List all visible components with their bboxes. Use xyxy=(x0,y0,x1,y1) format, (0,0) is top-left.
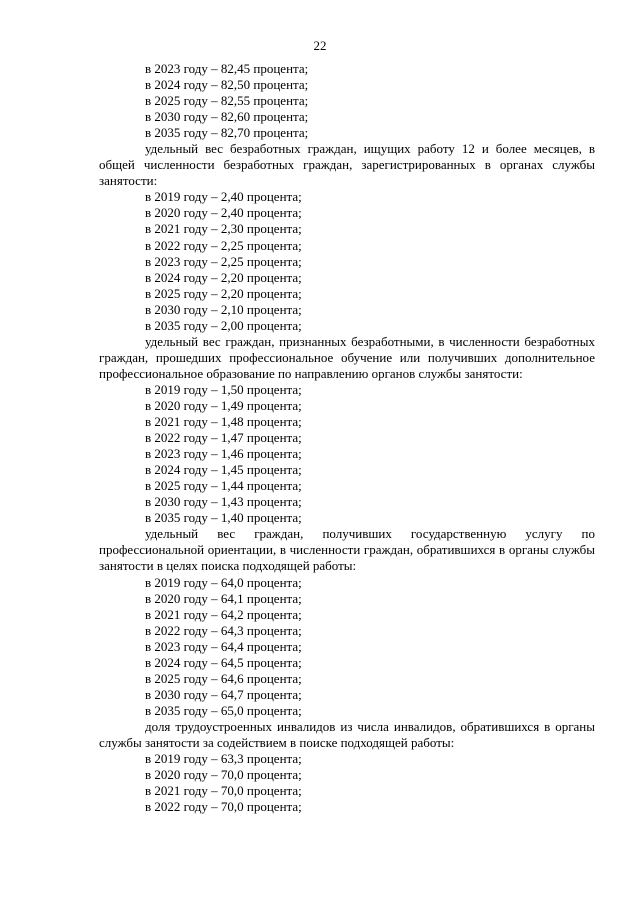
list-item: в 2019 году – 63,3 процента; xyxy=(145,751,302,767)
list-item: в 2022 году – 2,25 процента; xyxy=(145,237,302,253)
page-number: 22 xyxy=(313,38,327,53)
list-item: в 2035 году – 1,40 процента; xyxy=(145,510,302,526)
indicator-list xyxy=(99,61,595,141)
list-item: в 2019 году – 2,40 процента; xyxy=(145,189,302,205)
list-item: в 2022 году – 64,3 процента; xyxy=(145,622,302,638)
list-item: в 2022 году – 70,0 процента; xyxy=(145,799,302,815)
indicator-paragraph: удельный вес граждан, признанных безработными, в численности безработных граждан, прошедших профессиональное обучение или получивших дополнительное профессиональное образование по направлению органов службы занятости: xyxy=(99,333,595,381)
list-item: в 2030 году – 82,60 процента; xyxy=(145,109,309,125)
list-item: в 2024 году – 2,20 процента; xyxy=(145,269,302,285)
list-item: в 2025 году – 82,55 процента; xyxy=(145,93,309,109)
list-item: в 2020 году – 1,49 процента; xyxy=(145,397,302,413)
list-item: в 2020 году – 64,1 процента; xyxy=(145,590,302,606)
list-item: в 2030 году – 2,10 процента; xyxy=(145,301,302,317)
list-item: в 2030 году – 64,7 процента; xyxy=(145,686,302,702)
list-item: в 2023 году – 2,25 процента; xyxy=(145,253,302,269)
indicator-list xyxy=(99,751,595,815)
list-item: в 2025 году – 64,6 процента; xyxy=(145,670,302,686)
list-item: в 2024 году – 82,50 процента; xyxy=(145,77,309,93)
indicator-paragraph: доля трудоустроенных инвалидов из числа инвалидов, обратившихся в органы службы занятости за содействием в поиске подходящей работы: xyxy=(99,718,595,750)
list-item: в 2023 году – 82,45 процента; xyxy=(145,61,309,76)
list-item: в 2023 году – 1,46 процента; xyxy=(145,446,302,462)
indicator-list xyxy=(99,382,595,526)
indicator-paragraph: удельный вес граждан, получивших государственную услугу по профессиональной ориентации, в численности граждан, обратившихся в органы службы занятости в целях поиска подходящей работы: xyxy=(99,526,595,574)
list-item: в 2024 году – 1,45 процента; xyxy=(145,462,302,478)
page-body xyxy=(99,61,595,815)
list-item: в 2019 году – 1,50 процента; xyxy=(145,381,302,397)
list-item: в 2021 году – 1,48 процента; xyxy=(145,414,302,430)
list-item: в 2023 году – 64,4 процента; xyxy=(145,638,302,654)
indicator-list xyxy=(99,189,595,333)
list-item: в 2022 году – 1,47 процента; xyxy=(145,430,302,446)
list-item: в 2025 году – 2,20 процента; xyxy=(145,285,302,301)
list-item: в 2024 году – 64,5 процента; xyxy=(145,654,302,670)
list-item: в 2035 году – 2,00 процента; xyxy=(145,317,302,333)
list-item: в 2035 году – 65,0 процента; xyxy=(145,702,302,718)
list-item: в 2021 году – 2,30 процента; xyxy=(145,221,302,237)
list-item: в 2025 году – 1,44 процента; xyxy=(145,478,302,494)
list-item: в 2020 году – 70,0 процента; xyxy=(145,767,302,783)
indicator-paragraph: удельный вес безработных граждан, ищущих работу 12 и более месяцев, в общей численности безработных граждан, зарегистрированных в органах службы занятости: xyxy=(99,141,595,189)
list-item: в 2035 году – 82,70 процента; xyxy=(145,125,309,141)
list-item: в 2021 году – 70,0 процента; xyxy=(145,783,302,799)
list-item: в 2019 году – 64,0 процента; xyxy=(145,574,302,590)
list-item: в 2030 году – 1,43 процента; xyxy=(145,494,302,510)
list-item: в 2021 году – 64,2 процента; xyxy=(145,606,302,622)
list-item: в 2020 году – 2,40 процента; xyxy=(145,205,302,221)
indicator-list xyxy=(99,575,595,719)
